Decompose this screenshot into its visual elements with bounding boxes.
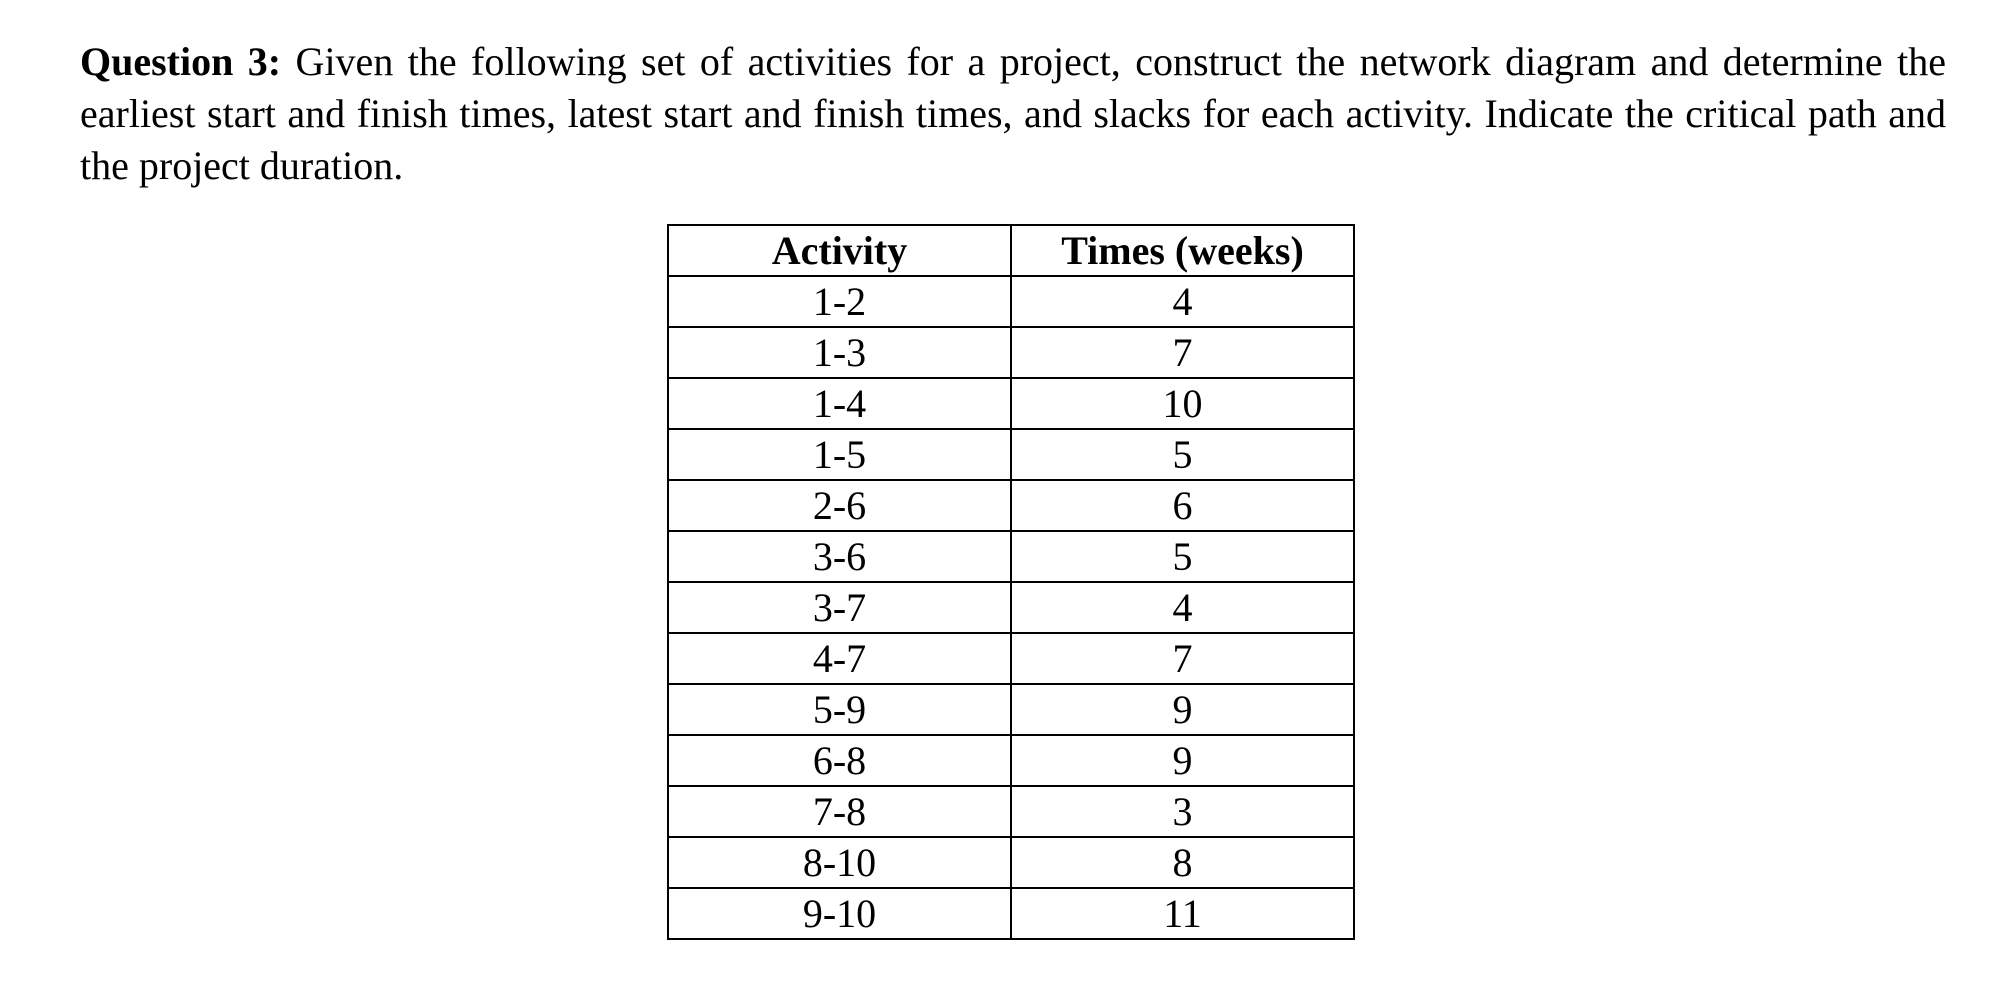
table-row — [668, 429, 1354, 480]
activity-cell: 1-5 — [668, 429, 1011, 480]
time-cell: 4 — [1011, 276, 1354, 327]
activity-cell: 9-10 — [668, 888, 1011, 939]
table-row — [668, 735, 1354, 786]
time-cell: 3 — [1011, 786, 1354, 837]
table-row — [668, 582, 1354, 633]
table-row — [668, 378, 1354, 429]
table-row — [668, 786, 1354, 837]
table-row — [668, 531, 1354, 582]
activity-cell: 4-7 — [668, 633, 1011, 684]
question-label: Question 3: — [80, 39, 282, 84]
table-header-row — [668, 225, 1354, 276]
time-cell: 10 — [1011, 378, 1354, 429]
table-row — [668, 327, 1354, 378]
table-row — [668, 837, 1354, 888]
activity-cell: 7-8 — [668, 786, 1011, 837]
activity-cell: 1-2 — [668, 276, 1011, 327]
activity-table — [667, 224, 1355, 940]
activity-cell: 3-6 — [668, 531, 1011, 582]
question-text: Given the following set of activities for a project, construct the network diagram and determine the earliest start and finish times, latest start and finish times, and slacks for each activity. Indicate the critical path and the project duration. — [80, 39, 1946, 188]
time-cell: 6 — [1011, 480, 1354, 531]
table-row — [668, 480, 1354, 531]
activity-cell: 1-4 — [668, 378, 1011, 429]
table-row — [668, 888, 1354, 939]
activity-cell: 5-9 — [668, 684, 1011, 735]
time-cell: 7 — [1011, 633, 1354, 684]
time-cell: 4 — [1011, 582, 1354, 633]
activity-cell: 1-3 — [668, 327, 1011, 378]
table-row — [668, 276, 1354, 327]
time-cell: 5 — [1011, 429, 1354, 480]
table-row — [668, 633, 1354, 684]
time-cell: 5 — [1011, 531, 1354, 582]
time-cell: 7 — [1011, 327, 1354, 378]
time-cell: 11 — [1011, 888, 1354, 939]
activity-column-header: Activity — [668, 225, 1011, 276]
time-cell: 9 — [1011, 684, 1354, 735]
time-column-header: Times (weeks) — [1011, 225, 1354, 276]
activity-cell: 2-6 — [668, 480, 1011, 531]
time-cell: 9 — [1011, 735, 1354, 786]
activity-cell: 6-8 — [668, 735, 1011, 786]
table-row — [668, 684, 1354, 735]
question-paragraph — [80, 36, 1946, 192]
activity-cell: 8-10 — [668, 837, 1011, 888]
time-cell: 8 — [1011, 837, 1354, 888]
activity-cell: 3-7 — [668, 582, 1011, 633]
